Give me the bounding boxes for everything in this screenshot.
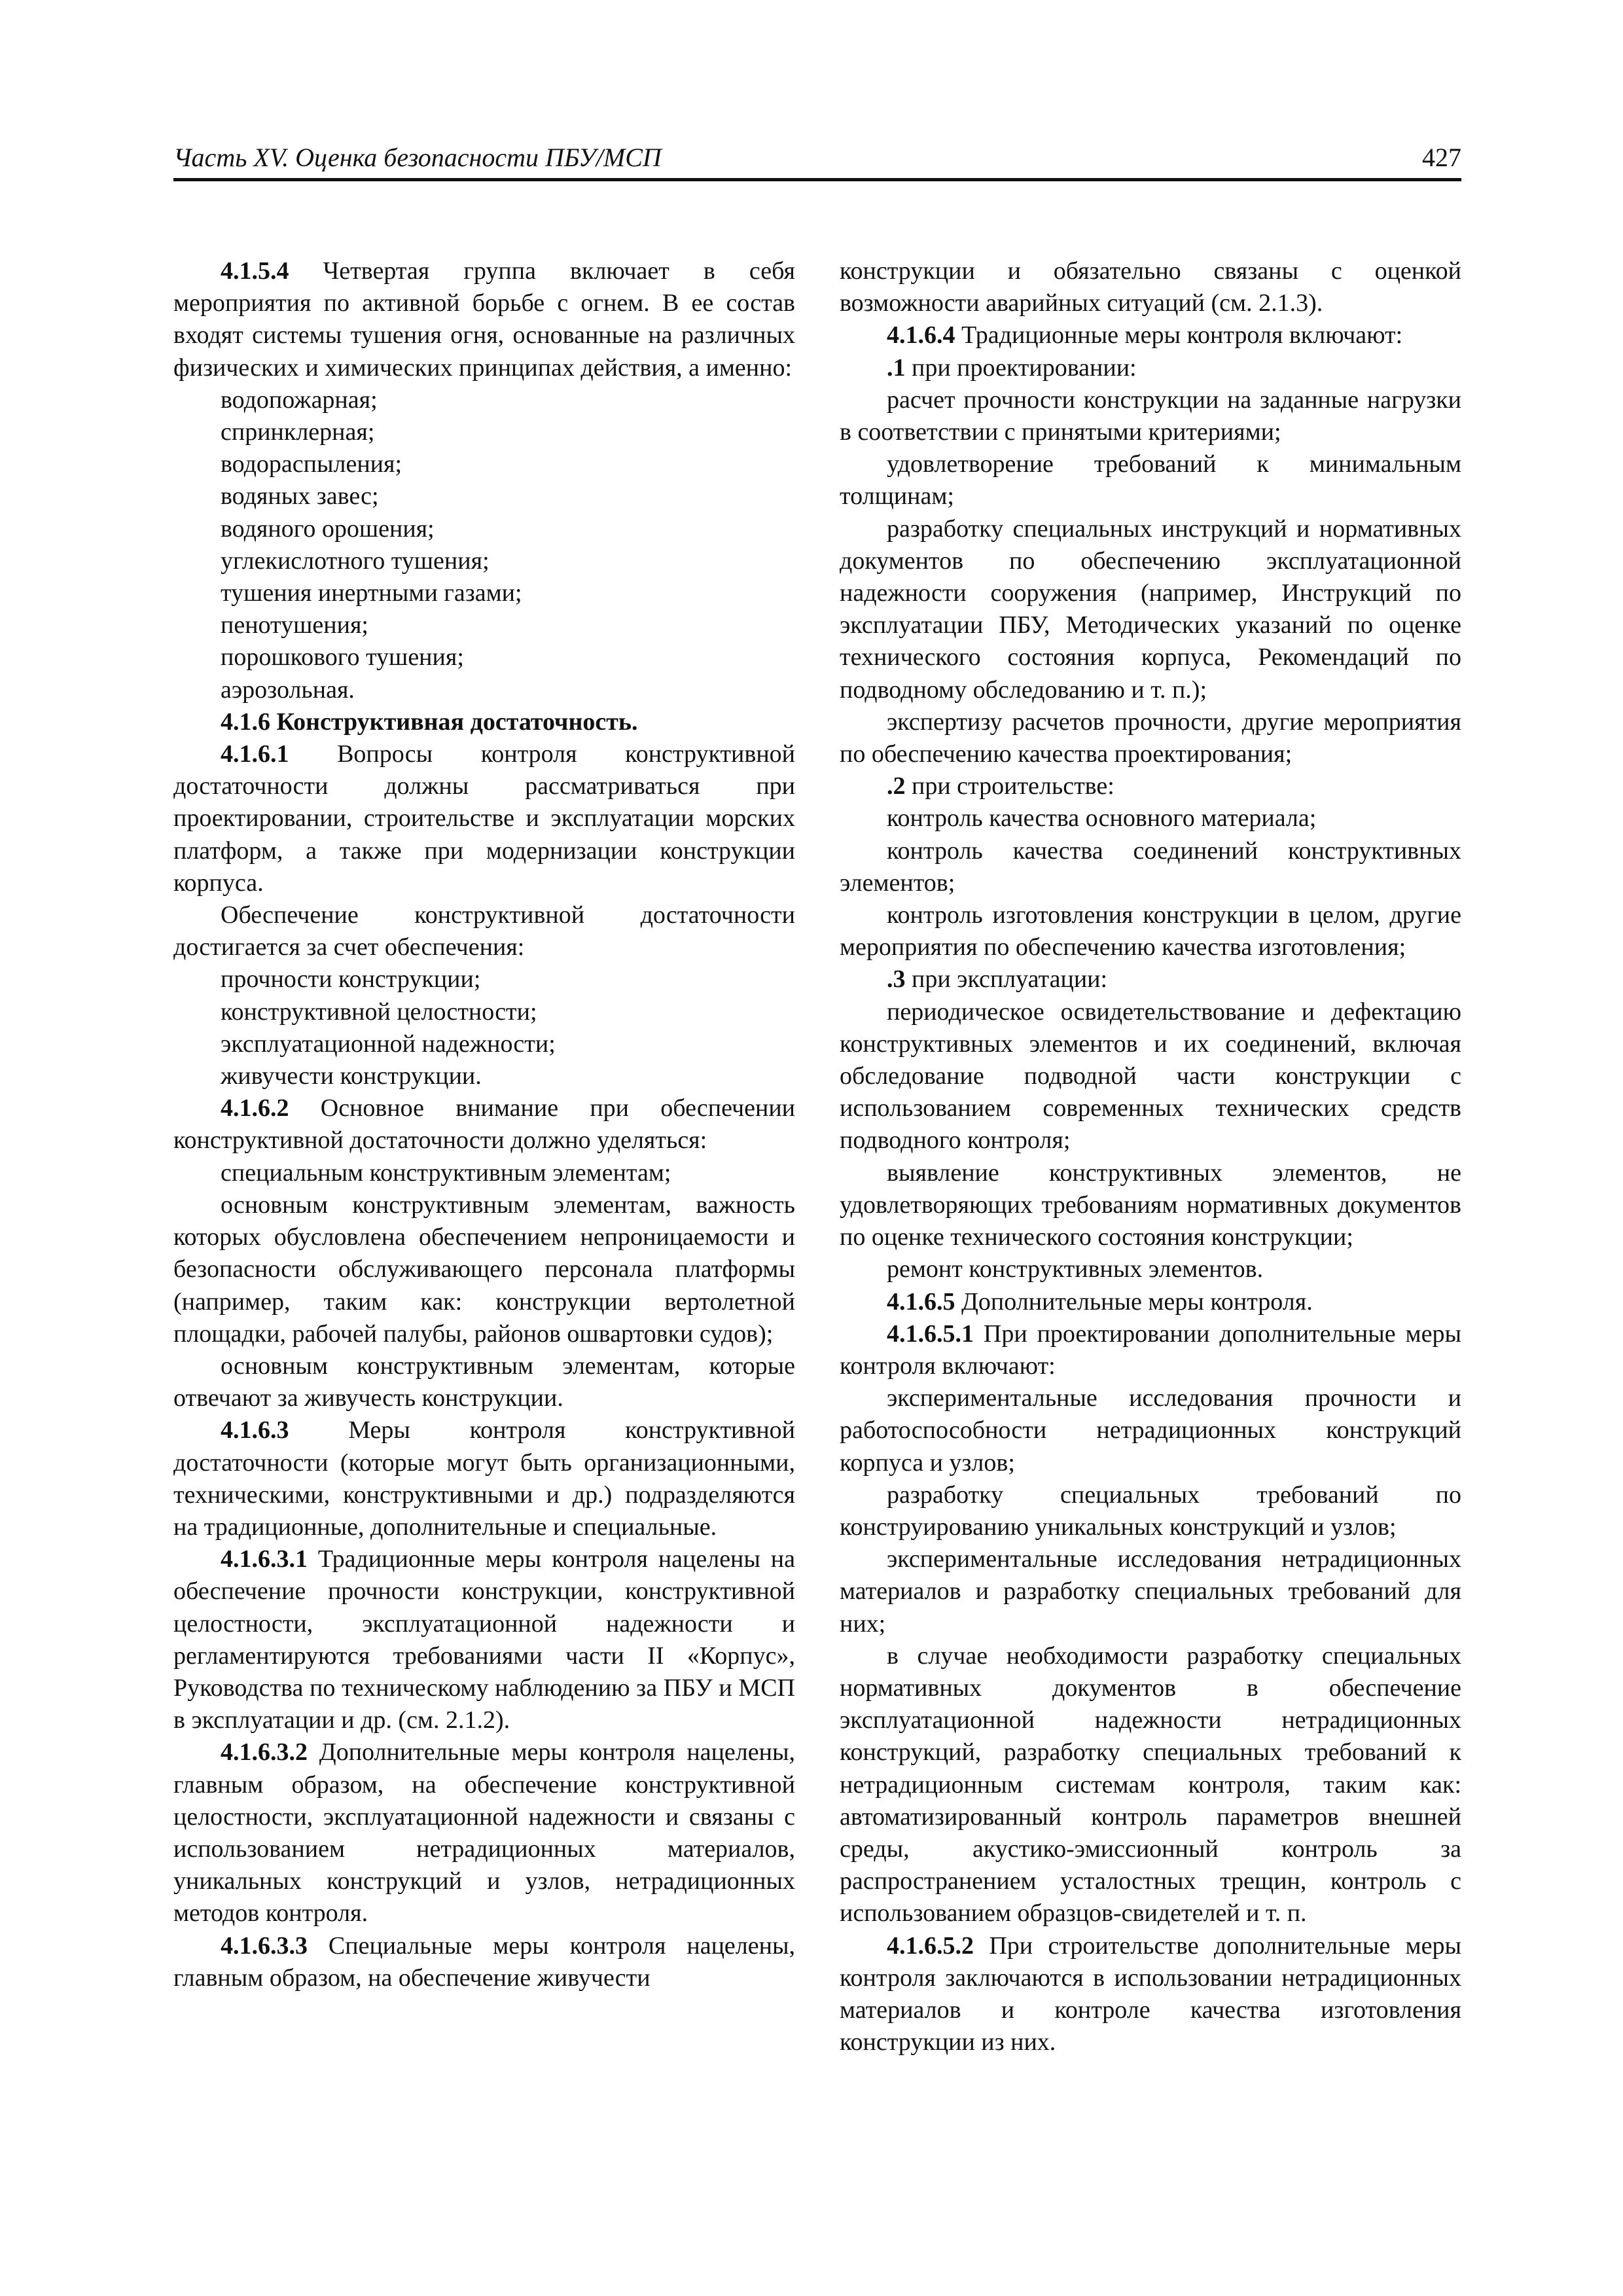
- paragraph: ремонт конструктивных элементов.: [887, 1255, 1264, 1283]
- paragraph: экспертизу расчетов прочности, другие мероприятия по обеспечению качества проектирования;: [840, 708, 1461, 768]
- paragraph: основным конструктивным элементам, которые отвечают за живучесть конструкции.: [173, 1352, 795, 1412]
- clause-number: 4.1.6.3.3: [221, 1931, 308, 1960]
- right-column: [840, 255, 1461, 2058]
- clause-number: 4.1.6.5.2: [887, 1931, 974, 1960]
- list-item: водопожарная;: [221, 386, 378, 414]
- paragraph: 4.1.6.5.2 При строительстве дополнительные меры контроля заключаются в использовании нетрадиционных материалов и контроле качества изготовления конструкции из них.: [840, 1931, 1461, 2056]
- paragraph: 4.1.6.3.2 Дополнительные меры контроля нацелены, главным образом, на обеспечение конструктивной целостности, эксплуатационной надежности и связаны с использованием нетрадиционных материалов, уникальных конструкций и узлов, нетрадиционных методов контроля.: [173, 1738, 795, 1928]
- subitem: .2 при строительстве:: [887, 772, 1115, 800]
- list-item: эксплуатационной надежности;: [221, 1030, 556, 1058]
- paragraph: экспериментальные исследования прочности и работоспособности нетрадиционных конструкций корпуса и узлов;: [840, 1384, 1461, 1477]
- header-rule: [173, 178, 1461, 181]
- paragraph: 4.1.6.5.1 При проектировании дополнительные меры контроля включают:: [840, 1319, 1461, 1380]
- clause-number: 4.1.6.5.1: [887, 1319, 974, 1348]
- paragraph: контроль качества соединений конструктивных элементов;: [840, 836, 1461, 897]
- clause-number: 4.1.6.4: [887, 321, 955, 350]
- paragraph: 4.1.6.1 Вопросы контроля конструктивной достаточности должны рассматриваться при проектировании, строительстве и эксплуатации морских платформ, а также при модернизации конструкции корпуса.: [173, 740, 795, 897]
- list-item: пенотушения;: [221, 611, 368, 639]
- paragraph: 4.1.6.3.3 Специальные меры контроля нацелены, главным образом, на обеспечение живучести: [173, 1931, 795, 1992]
- page-number: 427: [1422, 143, 1461, 172]
- paragraph: контроль качества основного материала;: [887, 804, 1317, 833]
- paragraph: 4.1.6.3.1 Традиционные меры контроля нацелены на обеспечение прочности конструкции, конструктивной целостности, эксплуатационной надежности и регламентируются требованиями части II «Корпус», Руководства по техническому наблюдению за ПБУ и МСП в эксплуатации и др. (см. 2.1.2).: [173, 1545, 795, 1734]
- clause-number: 4.1.6.1: [221, 740, 289, 768]
- clause-number: 4.1.6.2: [221, 1094, 289, 1122]
- list-item: живучести конструкции.: [221, 1062, 482, 1090]
- paragraph: конструкции и обязательно связаны с оценкой возможности аварийных ситуаций (см. 2.1.3).: [840, 257, 1461, 317]
- running-header: [173, 139, 1461, 177]
- subitem: .1 при проектировании:: [887, 353, 1137, 382]
- paragraph: 4.1.5.4 Четвертая группа включает в себя мероприятия по активной борьбе с огнем. В ее состав входят системы тушения огня, основанные на различных физических и химических принципах действия, а именно:: [173, 257, 795, 382]
- paragraph: 4.1.6.4 Традиционные меры контроля включают:: [887, 321, 1403, 350]
- paragraph: контроль изготовления конструкции в целом, другие мероприятия по обеспечению качества изготовления;: [840, 901, 1461, 961]
- paragraph: разработку специальных инструкций и нормативных документов по обеспечению эксплуатационной надежности сооружения (например, Инструкций по эксплуатации ПБУ, Методических указаний по оценке технического состояния корпуса, Рекомендаций по подводному обследованию и т. п.);: [840, 514, 1461, 704]
- subitem: .3 при эксплуатации:: [887, 965, 1108, 994]
- clause-number: 4.1.6.3.2: [221, 1738, 308, 1767]
- clause-number: 4.1.6.5: [887, 1287, 955, 1316]
- paragraph: экспериментальные исследования нетрадиционных материалов и разработку специальных требований для них;: [840, 1545, 1461, 1638]
- paragraph: 4.1.6.5 Дополнительные меры контроля.: [887, 1287, 1313, 1316]
- paragraph: в случае необходимости разработку специальных нормативных документов в обеспечение эксплуатационной надежности нетрадиционных конструкций, разработку специальных требований к нетрадиционным системам контроля, таким как: автоматизированный контроль параметров внешней среды, акустико-эмиссионный контроль за распространением усталостных трещин, контроль с использованием образцов-свидетелей и т. п.: [840, 1641, 1461, 1928]
- paragraph: основным конструктивным элементам, важность которых обусловлена обеспечением непроницаемости и безопасности обслуживающего персонала платформы (например, таким как: конструкции вертолетной площадки, рабочей палубы, районов ошвартовки судов);: [173, 1191, 795, 1348]
- paragraph: специальным конструктивным элементам;: [221, 1158, 671, 1187]
- paragraph: периодическое освидетельствование и дефектацию конструктивных элементов и их соединений, включая обследование подводной части конструкции с использованием современных технических средств подводного контроля;: [840, 997, 1461, 1155]
- list-item: аэрозольная.: [221, 675, 355, 704]
- paragraph: выявление конструктивных элементов, не удовлетворяющих требованиям нормативных документов по оценке технического состояния конструкции;: [840, 1158, 1461, 1251]
- clause-number: 4.1.5.4: [221, 257, 289, 285]
- list-item: прочности конструкции;: [221, 965, 481, 994]
- section-heading: 4.1.6 Конструктивная достаточность.: [221, 708, 638, 736]
- clause-number: 4.1.6.3: [221, 1416, 289, 1444]
- list-item: конструктивной целостности;: [221, 997, 537, 1026]
- header-title: Часть XV. Оценка безопасности ПБУ/МСП: [173, 143, 662, 172]
- list-item: водораспыления;: [221, 450, 402, 478]
- list-item: углекислотного тушения;: [221, 547, 490, 575]
- left-column: [173, 255, 795, 1994]
- list-item: водяного орошения;: [221, 514, 435, 543]
- paragraph: 4.1.6.2 Основное внимание при обеспечении конструктивной достаточности должно уделяться:: [173, 1094, 795, 1155]
- list-item: водяных завес;: [221, 482, 379, 511]
- paragraph: разработку специальных требований по конструированию уникальных конструкций и узлов;: [840, 1480, 1461, 1541]
- list-item: порошкового тушения;: [221, 643, 464, 672]
- list-item: тушения инертными газами;: [221, 579, 522, 607]
- paragraph: 4.1.6.3 Меры контроля конструктивной достаточности (которые могут быть организационными, техническими, конструктивными и др.) подразделяются на традиционные, дополнительные и специальные.: [173, 1416, 795, 1541]
- clause-number: 4.1.6.3.1: [221, 1545, 308, 1573]
- paragraph: расчет прочности конструкции на заданные нагрузки в соответствии с принятыми критериями;: [840, 386, 1461, 446]
- list-item: спринклерная;: [221, 418, 375, 446]
- paragraph: удовлетворение требований к минимальным толщинам;: [840, 450, 1461, 511]
- paragraph: Обеспечение конструктивной достаточности достигается за счет обеспечения:: [173, 901, 795, 961]
